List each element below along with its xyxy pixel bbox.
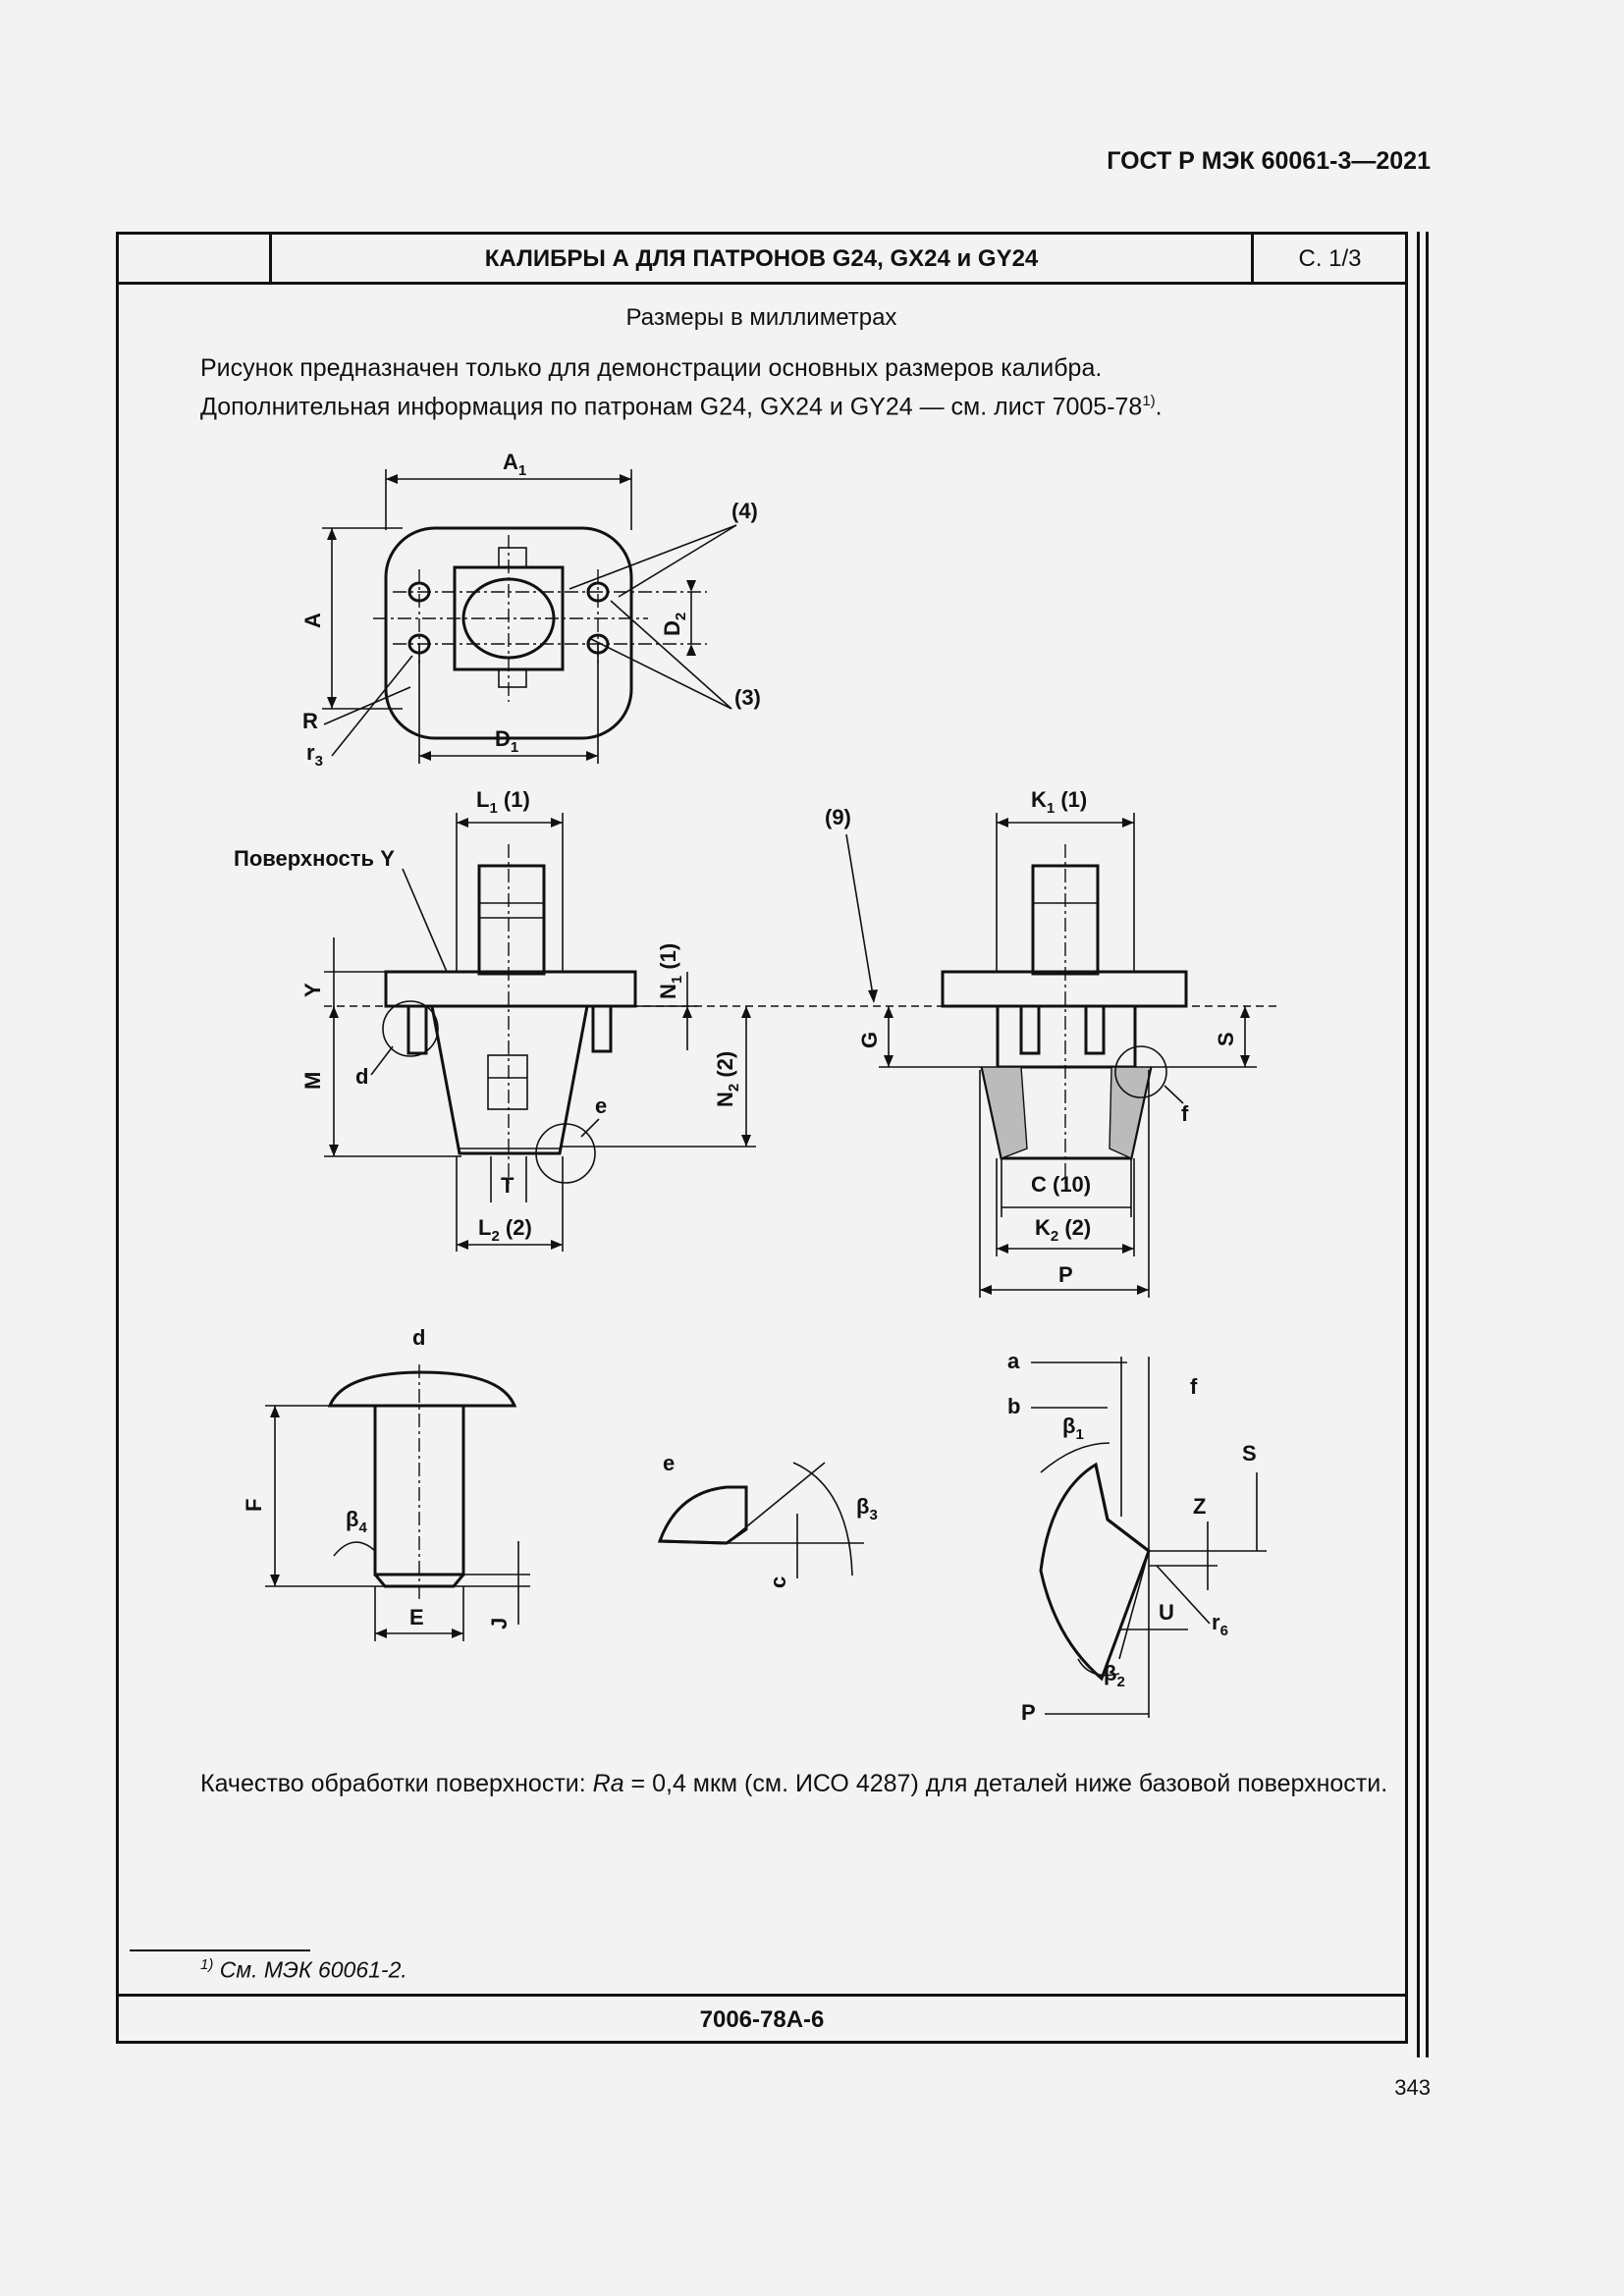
detail-e-view — [660, 1451, 878, 1588]
label-a1-sub: 1 — [517, 462, 527, 479]
intro-line-2-text: Дополнительная информация по патронам G24, GX24 и GY24 — см. лист 7005-78 — [200, 393, 1143, 421]
label-k1-sub: 1 — [1046, 800, 1056, 817]
label-n1-ref: (1) — [656, 942, 680, 976]
right-side-view — [825, 787, 1257, 1298]
label-l1 — [476, 787, 530, 817]
label-a: A — [300, 613, 325, 628]
leader-f-small — [1164, 1086, 1183, 1103]
label-ref-3: (3) — [734, 685, 761, 710]
sheet-page-ref: С. 1/3 — [1298, 245, 1362, 272]
label-r3 — [306, 740, 323, 770]
leader-ref-9-arrow — [868, 989, 878, 1003]
label-d1-main: D — [495, 726, 511, 751]
label-j: J — [487, 1617, 512, 1629]
label-k1-ref: (1) — [1055, 787, 1088, 812]
label-l1-ref: (1) — [497, 787, 530, 812]
label-l1-sub: 1 — [489, 800, 498, 817]
quality-pre: Качество обработки поверхности: — [200, 1770, 593, 1797]
label-b-detail: b — [1007, 1394, 1021, 1418]
label-r3-main: r — [306, 740, 315, 765]
sheet-id: 7006-78A-6 — [699, 2006, 825, 2033]
label-beta1-main: β — [1062, 1414, 1076, 1438]
right-hatch-right — [1110, 1067, 1151, 1158]
detail-d-view — [242, 1325, 530, 1641]
label-t: T — [501, 1173, 514, 1198]
label-c: c — [766, 1575, 790, 1588]
label-r: R — [302, 709, 318, 733]
intro-line-1: Рисунок предназначен только для демонстрации основных размеров калибра. — [200, 354, 1103, 382]
label-a-detail: a — [1007, 1349, 1020, 1373]
label-e-detail: e — [663, 1451, 676, 1475]
label-f-detail: f — [1190, 1374, 1198, 1399]
intro-footnote-ref: 1) — [1142, 393, 1156, 409]
left-body-window — [488, 1055, 527, 1109]
top-view-key-top — [499, 548, 526, 567]
label-n1-sub: 1 — [669, 975, 685, 985]
units-note: Размеры в миллиметрах — [625, 304, 897, 331]
left-side-view — [234, 787, 1276, 1252]
label-surface-y: Поверхность Y — [234, 846, 395, 871]
label-d2 — [660, 613, 689, 636]
leader-r3 — [332, 656, 412, 756]
label-r6-main: r — [1212, 1610, 1220, 1634]
right-upper-body — [998, 1006, 1135, 1067]
leader-ref-9 — [846, 834, 874, 1001]
left-shaft — [479, 866, 544, 974]
top-view — [300, 450, 761, 770]
detail-e-angle-arc — [793, 1463, 852, 1575]
label-n2-sub: 2 — [726, 1083, 742, 1093]
detail-f-angle-arc-1 — [1041, 1443, 1110, 1472]
label-s-detail: S — [1242, 1441, 1257, 1466]
leader-4a — [569, 525, 736, 589]
label-k1-main: K — [1031, 787, 1047, 812]
sheet-title: КАЛИБРЫ А ДЛЯ ПАТРОНОВ G24, GX24 и GY24 — [484, 245, 1039, 272]
label-beta3 — [856, 1494, 878, 1523]
right-pin-left — [1021, 1006, 1039, 1053]
leader-4b — [619, 525, 736, 597]
footnote-mark: 1) — [200, 1956, 214, 1973]
leader-e-small — [581, 1119, 599, 1137]
label-d1 — [495, 726, 518, 756]
label-d1-sub: 1 — [510, 739, 519, 756]
label-y: Y — [300, 983, 325, 997]
detail-f-chamfer — [1119, 1551, 1149, 1659]
label-p: P — [1058, 1262, 1073, 1287]
label-e-small: e — [595, 1094, 608, 1118]
label-n2-main: N — [713, 1092, 737, 1107]
label-e: E — [409, 1605, 424, 1629]
label-beta4-sub: 4 — [358, 1520, 367, 1536]
leader-d-small — [371, 1046, 393, 1075]
label-c10: C (10) — [1031, 1172, 1092, 1197]
label-n1-main: N — [656, 984, 680, 999]
label-r3-sub: 3 — [314, 753, 323, 770]
label-u: U — [1159, 1600, 1174, 1625]
leader-3a — [589, 638, 731, 709]
label-m: M — [300, 1071, 325, 1090]
label-beta2-main: β — [1104, 1661, 1117, 1685]
label-beta4 — [346, 1507, 367, 1536]
label-beta4-main: β — [346, 1507, 359, 1531]
label-d-small: d — [355, 1064, 369, 1089]
top-view-key-bottom — [499, 669, 526, 687]
page-number: 343 — [1394, 2075, 1431, 2100]
label-l2-main: L — [478, 1215, 492, 1240]
label-d-detail: d — [412, 1325, 426, 1350]
label-n1 — [656, 943, 685, 999]
label-beta1-sub: 1 — [1075, 1426, 1084, 1443]
intro-end: . — [1155, 393, 1163, 421]
footnote — [200, 1956, 407, 1984]
label-g: G — [857, 1031, 882, 1048]
footnote-rule — [130, 1949, 310, 1951]
detail-f-body — [1041, 1465, 1149, 1679]
leader-3b — [611, 601, 731, 709]
label-l1-main: L — [476, 787, 490, 812]
label-k2 — [1035, 1215, 1091, 1245]
label-z: Z — [1193, 1494, 1207, 1519]
label-l2-sub: 2 — [491, 1228, 500, 1245]
right-pin-right — [1086, 1006, 1104, 1053]
label-n2 — [713, 1051, 742, 1107]
detail-f-edge — [1096, 1465, 1149, 1551]
label-a1-main: A — [503, 450, 518, 474]
detail-f-view — [1007, 1349, 1267, 1725]
standard-number: ГОСТ Р МЭК 60061-3—2021 — [1107, 147, 1431, 175]
label-beta1 — [1062, 1414, 1084, 1443]
detail-d-head — [330, 1372, 514, 1406]
label-s: S — [1214, 1032, 1238, 1046]
label-f: F — [242, 1498, 266, 1512]
label-d2-sub: 2 — [673, 612, 689, 621]
label-beta2-sub: 2 — [1116, 1674, 1125, 1690]
leader-surface-y — [403, 869, 447, 972]
label-a1 — [503, 450, 526, 479]
label-ref-9: (9) — [825, 805, 851, 829]
label-k2-main: K — [1035, 1215, 1051, 1240]
left-pin-right — [593, 1006, 611, 1051]
label-l2 — [478, 1215, 532, 1245]
label-r6 — [1212, 1610, 1228, 1639]
label-beta3-main: β — [856, 1494, 870, 1519]
detail-d-angle-arc — [334, 1542, 375, 1556]
label-beta2 — [1104, 1661, 1125, 1690]
detail-e-angle-line — [727, 1463, 825, 1543]
label-k2-ref: (2) — [1058, 1215, 1092, 1240]
label-k2-sub: 2 — [1050, 1228, 1059, 1245]
bottom-row-rule — [116, 1994, 1408, 1997]
quality-post: = 0,4 мкм (см. ИСО 4287) для деталей ниже базовой поверхности. — [623, 1770, 1388, 1797]
label-d2-main: D — [660, 620, 684, 636]
label-f-small: f — [1181, 1101, 1189, 1126]
label-n2-ref: (2) — [713, 1050, 737, 1084]
label-ref-4: (4) — [731, 499, 758, 523]
left-body — [432, 1006, 587, 1153]
footnote-text: См. МЭК 60061-2. — [213, 1956, 407, 1983]
surface-quality-note — [130, 1767, 1391, 1800]
label-p-detail: P — [1021, 1700, 1036, 1725]
detail-e-body — [660, 1487, 746, 1543]
right-flange — [943, 972, 1186, 1006]
dim-n1-arrow — [682, 1006, 692, 1018]
detail-e-base — [660, 1541, 727, 1543]
right-hatch-left — [982, 1067, 1027, 1158]
label-l2-ref: (2) — [499, 1215, 532, 1240]
left-flange — [386, 972, 635, 1006]
label-r6-sub: 6 — [1219, 1623, 1228, 1639]
label-beta3-sub: 3 — [869, 1507, 878, 1523]
label-k1 — [1031, 787, 1087, 817]
left-pin-left — [408, 1006, 426, 1053]
quality-ra: Ra — [592, 1770, 624, 1797]
